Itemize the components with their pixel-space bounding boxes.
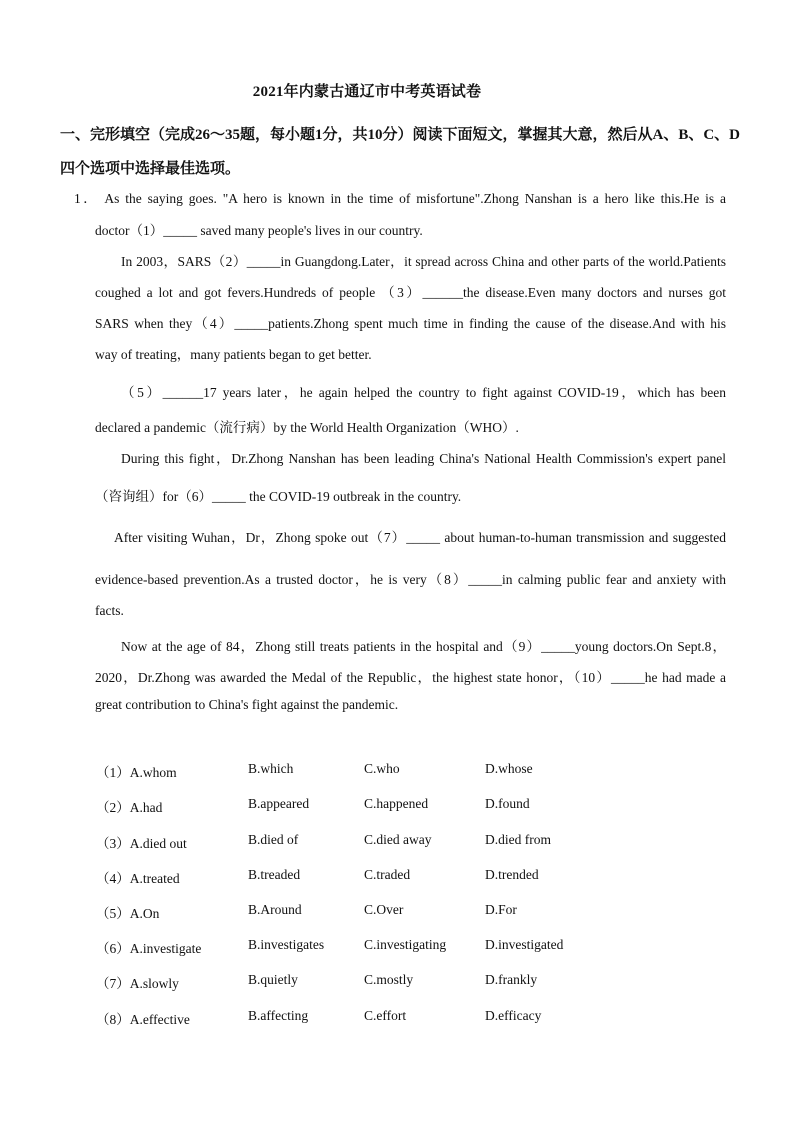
option-b: B.which	[248, 761, 294, 776]
option-row	[96, 796, 596, 816]
page-title: 2021年内蒙古通辽市中考英语试卷	[252, 84, 482, 100]
option-d: D.investigated	[485, 937, 564, 952]
option-a: （4）A.treated	[96, 871, 180, 886]
passage-line: great contribution to China's fight against the pandemic.	[95, 697, 399, 712]
passage-line: coughed a lot and got fevers.Hundreds of people （3）______the disease.Even many doctors and nurses got	[95, 285, 726, 300]
option-row	[96, 867, 596, 887]
option-b: B.appeared	[248, 796, 310, 811]
option-row	[96, 937, 596, 957]
option-a: （8）A.effective	[96, 1012, 190, 1027]
passage-line: （咨询组）for（6）_____ the COVID-19 outbreak in the country.	[95, 489, 462, 504]
option-row	[96, 972, 596, 992]
option-a: （7）A.slowly	[96, 976, 179, 991]
option-row	[96, 761, 596, 781]
section-heading-line-2: 四个选项中选择最佳选项。	[60, 161, 241, 177]
passage-line: doctor（1）_____ saved many people's lives in our country.	[95, 223, 423, 238]
section-heading-line-1: 一、完形填空（完成26～35题，每小题1分，共10分）阅读下面短文，掌握其大意，然后从A、B、C、D	[60, 127, 741, 143]
option-b: B.investigates	[248, 937, 325, 952]
passage-line: 1． As the saying goes. "A hero is known in the time of misfortune".Zhong Nanshan is a hero like this.He is a	[74, 191, 726, 206]
passage-line: After visiting Wuhan，Dr，Zhong spoke out（7）_____ about human-to-human transmission and suggested	[114, 530, 726, 545]
passage-line: way of treating，many patients began to get better.	[95, 347, 372, 362]
option-row	[96, 902, 596, 922]
option-a: （1）A.whom	[96, 765, 177, 780]
option-b: B.treaded	[248, 867, 301, 882]
passage-line: facts.	[95, 603, 124, 618]
option-c: C.Over	[364, 902, 404, 917]
passage-line: （5）______17 years later，he again helped the country to fight against COVID-19，which has been	[121, 385, 726, 400]
passage-line: In 2003，SARS（2）_____in Guangdong.Later，it spread across China and other parts of the world.Patients	[121, 254, 726, 269]
option-c: C.happened	[364, 796, 429, 811]
passage-line: Now at the age of 84，Zhong still treats patients in the hospital and（9）_____young doctors.On Sept.8，	[121, 639, 726, 654]
passage-line: During this fight，Dr.Zhong Nanshan has been leading China's National Health Commission's expert panel	[121, 451, 726, 466]
option-b: B.affecting	[248, 1008, 309, 1023]
option-d: D.frankly	[485, 972, 538, 987]
option-b: B.quietly	[248, 972, 298, 987]
option-row	[96, 832, 596, 852]
option-d: D.trended	[485, 867, 539, 882]
option-c: C.who	[364, 761, 400, 776]
option-b: B.died of	[248, 832, 299, 847]
option-a: （5）A.On	[96, 906, 160, 921]
passage-line: declared a pandemic（流行病）by the World Health Organization（WHO）.	[95, 420, 519, 435]
passage-line: evidence-based prevention.As a trusted doctor，he is very（8）_____in calming public fear and anxiety with	[95, 572, 726, 587]
option-c: C.effort	[364, 1008, 407, 1023]
section-heading	[60, 118, 742, 186]
option-d: D.found	[485, 796, 530, 811]
option-b: B.Around	[248, 902, 302, 917]
option-d: D.whose	[485, 761, 533, 776]
option-a: （2）A.had	[96, 800, 163, 815]
option-a: （3）A.died out	[96, 836, 187, 851]
option-a: （6）A.investigate	[96, 941, 202, 956]
option-c: C.investigating	[364, 937, 447, 952]
option-c: C.died away	[364, 832, 432, 847]
option-d: D.died from	[485, 832, 551, 847]
passage-line: 2020，Dr.Zhong was awarded the Medal of the Republic，the highest state honor，（10）_____he had made a	[95, 670, 726, 685]
option-d: D.efficacy	[485, 1008, 542, 1023]
option-c: C.traded	[364, 867, 411, 882]
option-d: D.For	[485, 902, 517, 917]
option-c: C.mostly	[364, 972, 414, 987]
passage-line: SARS when they（4）_____patients.Zhong spent much time in finding the cause of the disease.And with his	[95, 316, 726, 331]
option-row	[96, 1008, 596, 1028]
